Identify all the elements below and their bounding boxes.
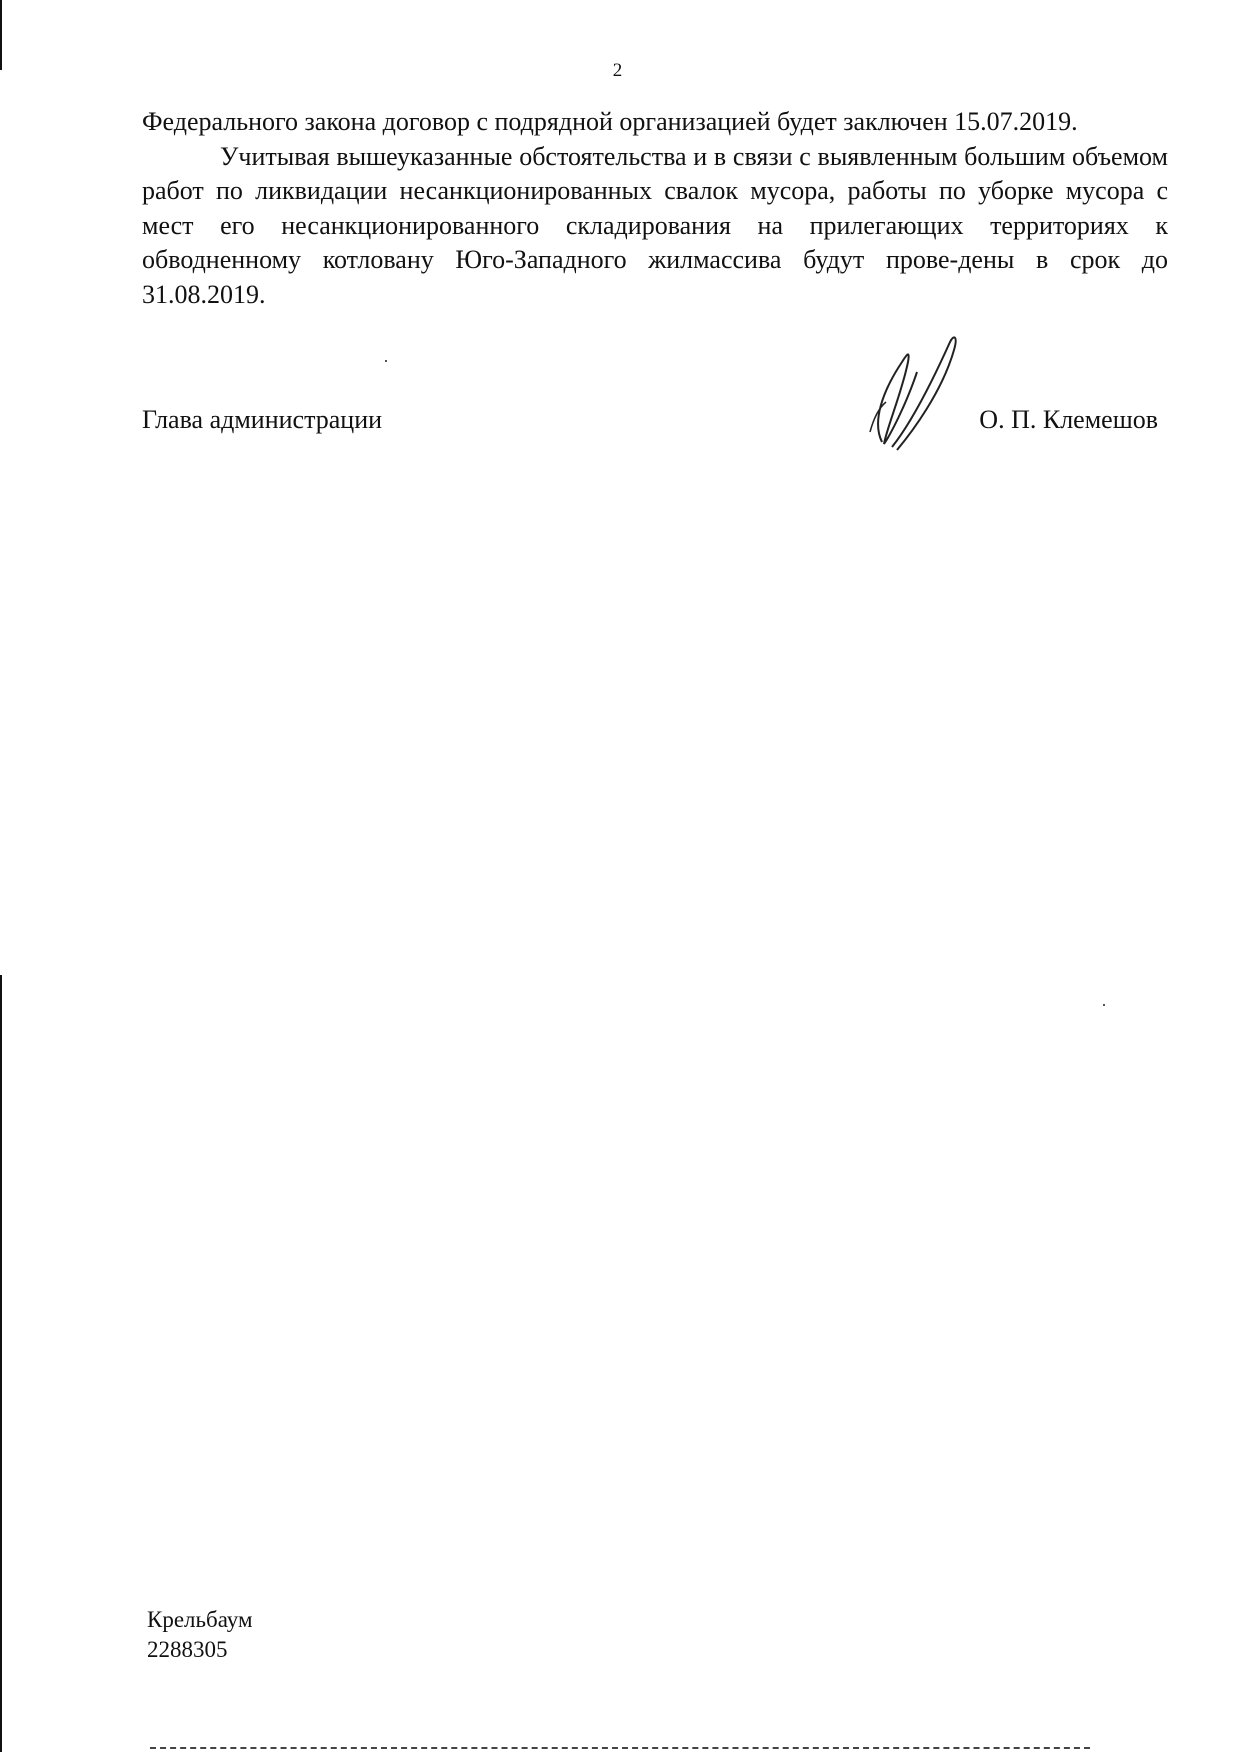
executor-block (147, 1605, 253, 1665)
signatory-position: Глава администрации (142, 405, 383, 434)
scan-edge-mark (0, 975, 2, 1752)
scan-bottom-edge (150, 1747, 1090, 1751)
paragraph: Учитывая вышеуказанные обстоятельства и в связи с выявленным большим объемом работ по ликвидации несанкционированных свалок мусора, работы по уборке мусора с мест его несанкционированного складирования на прилегающих территориях к обводненному котловану Юго-Западного жилмассива будут прове-дены в срок до 31.08.2019. (142, 141, 1168, 309)
letter-body (142, 105, 1168, 312)
executor-phone: 2288305 (147, 1637, 228, 1662)
paragraph: Федерального закона договор с подрядной организацией будет заключен 15.07.2019. (142, 107, 1078, 136)
handwritten-signature (862, 332, 972, 457)
executor-name: Крельбаум (147, 1607, 253, 1632)
page-number: 2 (612, 60, 623, 81)
scan-speck (1103, 1004, 1105, 1006)
scan-speck (385, 360, 387, 362)
signatory-name: О. П. Клемешов (979, 405, 1158, 434)
